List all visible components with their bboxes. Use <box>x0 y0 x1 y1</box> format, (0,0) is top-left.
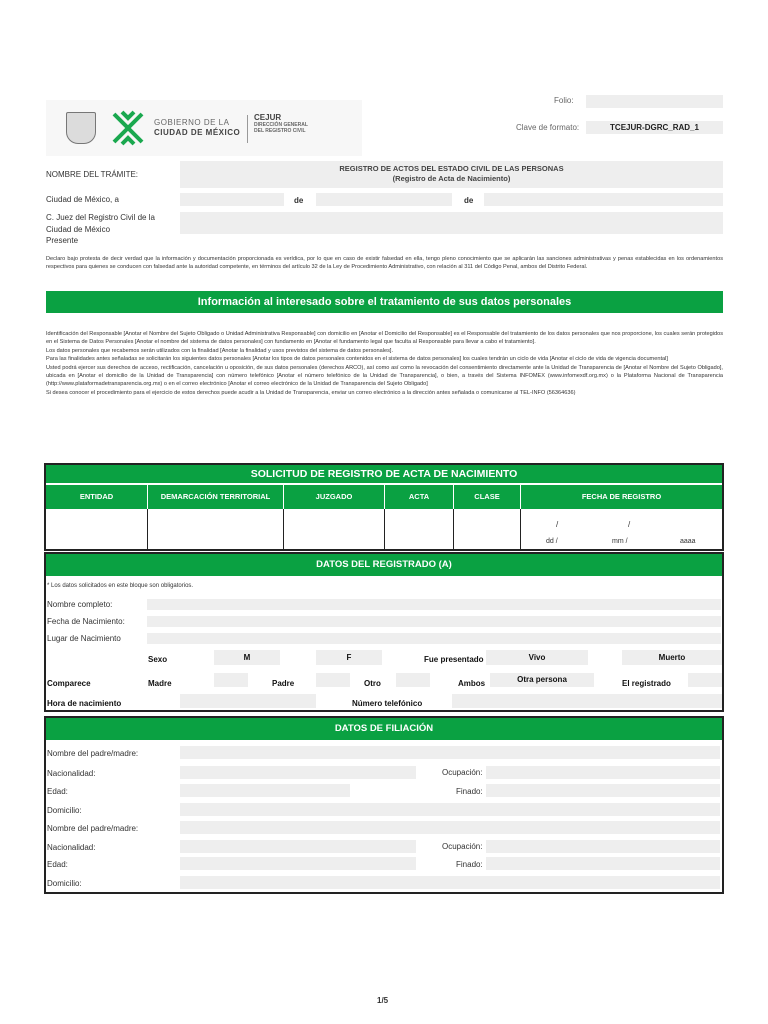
dd-label: dd / <box>546 538 558 545</box>
nombre2-label: Nombre del padre/madre: <box>47 824 139 833</box>
fecha-nac-field[interactable] <box>147 616 721 627</box>
padre-label: Padre <box>272 679 295 688</box>
month-field[interactable] <box>316 193 452 206</box>
ocupacion1-label: Ocupación: <box>442 768 483 777</box>
finado2-label: Finado: <box>456 860 483 869</box>
madre-label: Madre <box>148 679 172 688</box>
finado2-field[interactable] <box>486 857 720 870</box>
date-sep-1: / <box>556 520 559 529</box>
nombre2-field[interactable] <box>180 821 720 834</box>
clave-value: TCEJUR-DGRC_RAD_1 <box>586 121 723 134</box>
folio-label: Folio: <box>554 96 574 105</box>
year-field[interactable] <box>484 193 723 206</box>
de-label-1: de <box>294 196 304 205</box>
comparece-label: Comparece <box>47 679 91 688</box>
nombre-field[interactable] <box>147 599 721 610</box>
sexo-m-option[interactable]: M <box>214 650 280 665</box>
clase-cell[interactable] <box>454 509 521 549</box>
finado1-label: Finado: <box>456 787 483 796</box>
tramite-label: NOMBRE DEL TRÁMITE: <box>46 170 139 179</box>
mm-label: mm / <box>612 538 628 545</box>
col-clase: CLASE <box>454 485 521 509</box>
ocupacion2-label: Ocupación: <box>442 842 483 851</box>
domicilio2-label: Domicilio: <box>47 879 82 888</box>
muerto-option[interactable]: Muerto <box>622 650 722 665</box>
otro-label: Otro <box>364 679 381 688</box>
col-demarcacion: DEMARCACIÓN TERRITORIAL <box>148 485 284 509</box>
edad1-label: Edad: <box>47 787 68 796</box>
hora-nac-field[interactable] <box>180 694 316 708</box>
col-acta: ACTA <box>385 485 454 509</box>
ciudad-label: Ciudad de México, a <box>46 195 119 204</box>
tramite-title: REGISTRO DE ACTOS DEL ESTADO CIVIL DE LAS PERSONAS (Registro de Acta de Nacimiento) <box>180 161 723 188</box>
coat-of-arms-icon <box>66 112 96 144</box>
domicilio1-label: Domicilio: <box>47 806 82 815</box>
edad2-field[interactable] <box>180 857 416 870</box>
logo-divider <box>247 115 248 143</box>
juzgado-cell[interactable] <box>284 509 385 549</box>
domicilio2-field[interactable] <box>180 876 720 889</box>
el-registrado-checkbox[interactable] <box>688 673 722 687</box>
madre-checkbox[interactable] <box>214 673 248 687</box>
judge-field[interactable] <box>180 212 723 234</box>
telefono-field[interactable] <box>452 694 722 708</box>
otro-checkbox[interactable] <box>396 673 430 687</box>
lugar-nac-field[interactable] <box>147 633 721 644</box>
recipient: C. Juez del Registro Civil de la Ciudad de México Presente <box>46 213 155 245</box>
day-field[interactable] <box>180 193 284 206</box>
cejur-logo: CEJUR DIRECCIÓN GENERAL DEL REGISTRO CIVIL <box>254 113 308 134</box>
fecha-nac-label: Fecha de Nacimiento: <box>47 617 125 626</box>
finado1-field[interactable] <box>486 784 720 797</box>
sexo-label: Sexo <box>148 655 168 664</box>
nacionalidad2-field[interactable] <box>180 840 416 853</box>
solicitud-table <box>44 463 724 551</box>
nombre1-label: Nombre del padre/madre: <box>47 749 139 758</box>
edad1-field[interactable] <box>180 784 350 797</box>
vivo-option[interactable]: Vivo <box>486 650 588 665</box>
lugar-nac-label: Lugar de Nacimiento <box>47 634 121 643</box>
nombre1-field[interactable] <box>180 746 720 759</box>
cdmx-logo-icon <box>108 108 148 148</box>
hora-nac-label: Hora de nacimiento <box>47 699 122 708</box>
government-name: GOBIERNO DE LA CIUDAD DE MÉXICO <box>154 118 241 137</box>
filiacion-section <box>44 716 724 894</box>
demarcacion-cell[interactable] <box>148 509 284 549</box>
folio-field[interactable] <box>586 95 723 108</box>
col-fecha-registro: FECHA DE REGISTRO <box>521 485 722 509</box>
filiacion-title: DATOS DE FILIACIÓN <box>46 718 722 740</box>
el-registrado-label: El registrado <box>622 679 671 688</box>
padre-checkbox[interactable] <box>316 673 350 687</box>
fue-presentado-label: Fue presentado <box>424 655 484 664</box>
privacy-text: Identificación del Responsable [Anotar el Nombre del Sujeto Obligado o Unidad Administrativa Responsable] con domicilio en [Anotar el Domicilio del Responsable] es el Responsable del tratamiento de los datos personales que nos proporcione, los cuales serán protegidos en el Sistema de Datos Personales [Anotar el nombre del sistema de datos personales] con fundamento en [Anotar el fundamento legal que faculta al Responsable para llevar a cabo el tratamiento]. Los datos personales que recabemos serán utilizados con la finalidad [Anotar la finalidad y usos previstos del sistema de datos personales]. Para las finalidades antes señaladas se solicitarán los siguientes datos personales [Anotar los tipos de datos personales contenidos en el sistema de datos personales] los cuales tendrán un ciclo de vida [Anotar el ciclo de vida de vigencia documental] Usted podrá ejercer sus derechos de acceso, rectificación, cancelación u oposición, de sus datos personales (derechos ARCO), así como así como la revocación del consentimiento directamente ante la Unidad de Transparencia de [Anotar el Nombre del Sujeto Obligado], ubicada en [Anotar el domicilio de la Unidad de Transparencia] con número telefónico [Anotar el número telefónico de la Unidad de Transparencia], o bien, a través del Sistema INFOMEX (www.infomexdf.org.mx) o la Plataforma Nacional de Transparencia (http://www.plataformadetransparencia.org.mx) o en el correo electrónico [Anotar el correo electrónico de la Unidad de Transparencia del Sujeto Obligado] Si desea conocer el procedimiento para el ejercicio de estos derechos puede acudir a la Unidad de Transparencia, enviar un correo electrónico a la dirección antes señalada o comunicarse al TEL-INFO (56364636) <box>46 331 723 396</box>
required-note: * Los datos solicitados en este bloque son obligatorios. <box>47 583 194 589</box>
date-sep-2: / <box>628 520 631 529</box>
col-entidad: ENTIDAD <box>46 485 148 509</box>
col-juzgado: JUZGADO <box>284 485 385 509</box>
sexo-f-option[interactable]: F <box>316 650 382 665</box>
domicilio1-field[interactable] <box>180 803 720 816</box>
nacionalidad1-label: Nacionalidad: <box>47 769 96 778</box>
aaaa-label: aaaa <box>680 538 696 545</box>
edad2-label: Edad: <box>47 860 68 869</box>
ambos-label: Ambos <box>458 679 486 688</box>
ocupacion1-field[interactable] <box>486 766 720 779</box>
registrado-title: DATOS DEL REGISTRADO (A) <box>46 554 722 576</box>
nacionalidad1-field[interactable] <box>180 766 416 779</box>
otra-persona-option[interactable]: Otra persona <box>490 673 594 687</box>
ocupacion2-field[interactable] <box>486 840 720 853</box>
entidad-cell[interactable] <box>46 509 148 549</box>
declaration-text: Declaro bajo protesta de decir verdad que la información y documentación proporcionada es verídica, por lo que en caso de existir falsedad en ella, tengo pleno conocimiento que se aplicarán las sanciones administrativas y penas establecidas en los ordenamientos respectivos para quienes se conducen con falsedad ante la autoridad competente, en términos del artículo 32 de la Ley de Procedimiento Administrativo, con relación al 311 del Código Penal, ambos del Distrito Federal. <box>46 256 723 271</box>
acta-cell[interactable] <box>385 509 454 549</box>
privacy-title: Información al interesado sobre el tratamiento de sus datos personales <box>46 291 723 313</box>
telefono-label: Número telefónico <box>352 699 423 708</box>
page-number: 1/5 <box>377 996 389 1005</box>
clave-label: Clave de formato: <box>516 123 580 132</box>
nacionalidad2-label: Nacionalidad: <box>47 843 96 852</box>
solicitud-title: SOLICITUD DE REGISTRO DE ACTA DE NACIMIENTO <box>46 465 722 483</box>
de-label-2: de <box>464 196 474 205</box>
registrado-section <box>44 552 724 712</box>
nombre-label: Nombre completo: <box>47 600 113 609</box>
